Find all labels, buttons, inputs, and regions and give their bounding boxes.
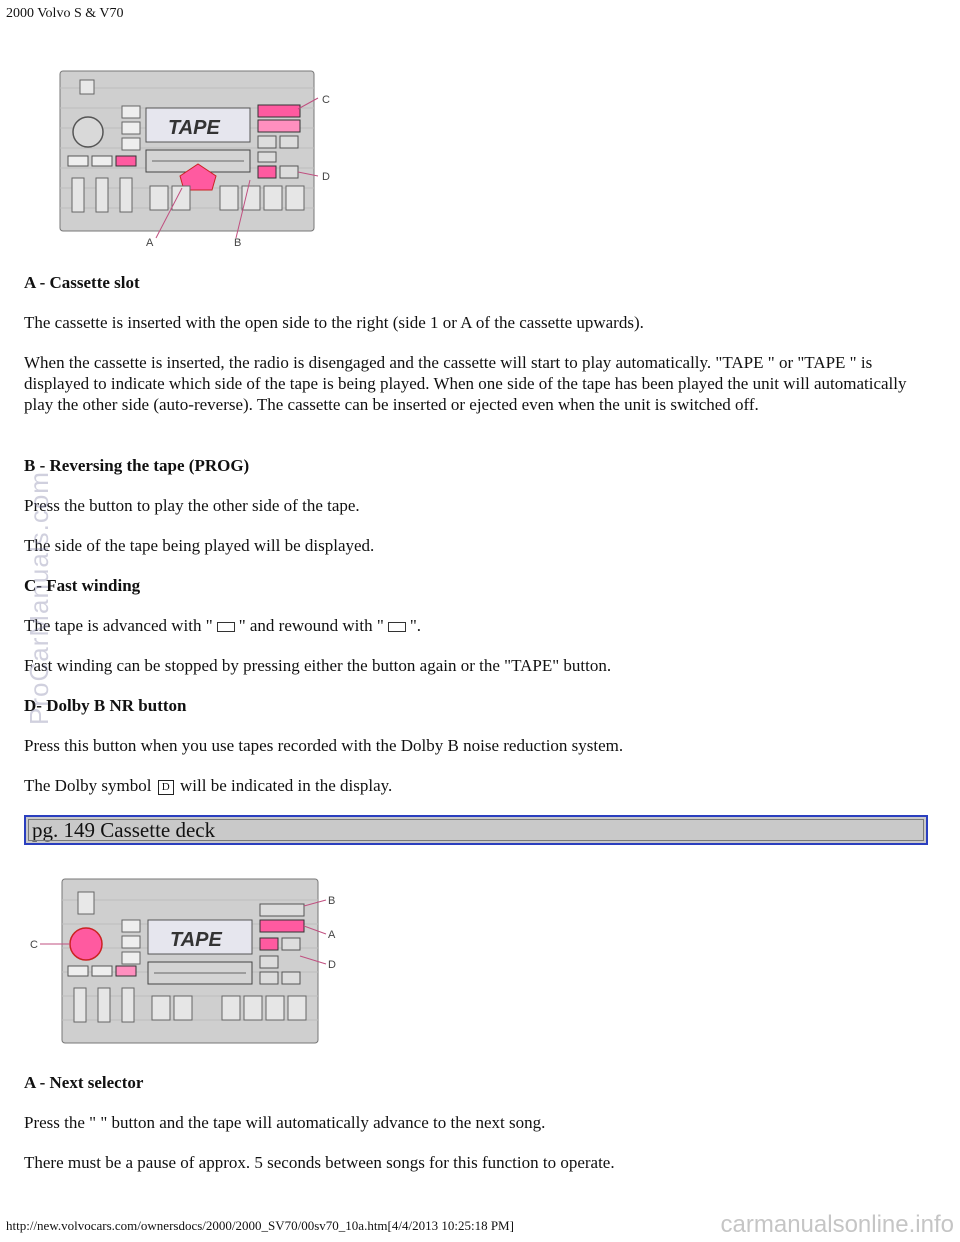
callout-c-2: C — [30, 939, 38, 951]
paragraph-cassette-play: When the cassette is inserted, the radio is disengaged and the cassette will start to play automatically. "TAPE " or "TAPE " is displayed to indicate which side of the tape is being played. When one side of the tape has been played the unit will automatically play the other side (auto-reverse). The cassette can be inserted or ejected even when the unit is switched off. — [24, 353, 907, 414]
display-tape-text-2: TAPE — [170, 929, 222, 951]
fast-forward-icon — [217, 622, 235, 632]
display-tape-text: TAPE — [168, 117, 220, 139]
callout-a-2: A — [328, 929, 336, 941]
rewind-icon — [388, 622, 406, 632]
paragraph-reverse-press: Press the button to play the other side of the tape. — [24, 496, 360, 515]
paragraph-reverse-display: The side of the tape being played will be displayed. — [24, 536, 375, 555]
section-title-bar — [24, 815, 928, 845]
heading-next-selector: A - Next selector — [24, 1073, 144, 1092]
paragraph-pause: There must be a pause of approx. 5 seconds between songs for this function to operate. — [24, 1153, 615, 1172]
paragraph-dolby-press: Press this button when you use tapes recorded with the Dolby B noise reduction system. — [24, 736, 624, 755]
watermark-bottom-right: carmanualsonline.info — [720, 1211, 954, 1238]
cassette-deck-figure-1 — [40, 68, 340, 250]
paragraph-next-selector: Press the " " button and the tape will automatically advance to the next song. — [24, 1113, 546, 1132]
dolby-icon: D — [158, 780, 174, 795]
callout-a: A — [146, 237, 154, 249]
section-title: pg. 149 Cassette deck — [32, 818, 216, 842]
callout-c: C — [322, 94, 330, 106]
callout-b: B — [234, 237, 242, 249]
heading-fast-winding: C- Fast winding — [24, 576, 141, 595]
paragraph-fast-winding: The tape is advanced with " " and rewound with " ". — [24, 616, 422, 635]
callout-b-2: B — [328, 895, 336, 907]
watermark-left: ProCarManuals.com — [24, 471, 54, 725]
callout-d-2: D — [328, 959, 336, 971]
heading-cassette-slot: A - Cassette slot — [24, 273, 140, 292]
cassette-deck-figure-2 — [28, 876, 346, 1054]
paragraph-dolby-symbol: The Dolby symbol D will be indicated in the display. — [24, 776, 393, 795]
paragraph-fast-winding-stop: Fast winding can be stopped by pressing either the button again or the "TAPE" button. — [24, 656, 612, 675]
paragraph-cassette-insert: The cassette is inserted with the open side to the right (side 1 or A of the cassette upwards). — [24, 313, 644, 332]
callout-d: D — [322, 171, 330, 183]
heading-reversing-tape: B - Reversing the tape (PROG) — [24, 456, 250, 475]
heading-dolby: D- Dolby B NR button — [24, 696, 187, 715]
document-footer-url: http://new.volvocars.com/ownersdocs/2000/2000_SV70/00sv70_10a.htm[4/4/2013 10:25:18 PM] — [6, 1218, 514, 1233]
document-header: 2000 Volvo S & V70 — [6, 6, 124, 21]
